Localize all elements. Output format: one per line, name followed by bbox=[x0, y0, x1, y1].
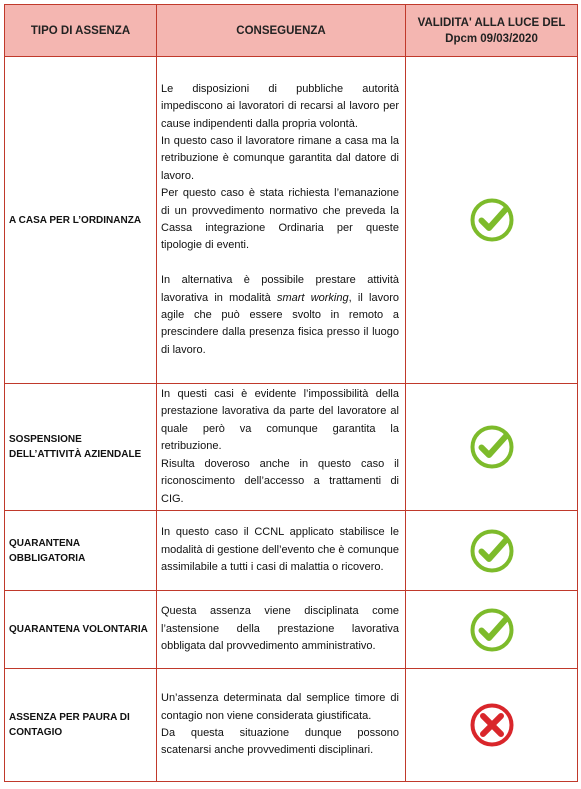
absence-type bbox=[5, 591, 157, 669]
absence-type-line: ASSENZA PER PAURA DI bbox=[9, 712, 130, 723]
consequence bbox=[157, 669, 406, 782]
table-row bbox=[5, 669, 578, 782]
validity-cell bbox=[406, 591, 578, 669]
consequence-paragraph: Per questo caso è stata richiesta l’emanazione di un provvedimento normativo che preveda la Cassa integrazione Ordinaria per queste tipologie di eventi. bbox=[161, 187, 399, 252]
absence-type-line: SOSPENSIONE bbox=[9, 434, 82, 445]
header-row bbox=[5, 5, 578, 57]
header-conseguenza: CONSEGUENZA bbox=[157, 5, 406, 57]
absence-type-line: DELL’ATTIVITÀ AZIENDALE bbox=[9, 449, 142, 460]
consequence-paragraph: In questi casi è evidente l’impossibilità della prestazione lavorativa da parte del lavoratore al quale però va comunque garantita la retribuzione. bbox=[161, 388, 399, 453]
validity-cell bbox=[406, 57, 578, 384]
consequence-text: , il lavoro agile che può essere svolto in remoto a prescindere dalla presenza fisica presso il luogo di lavoro. bbox=[161, 291, 399, 356]
header-validita-line2: Dpcm 09/03/2020 bbox=[445, 32, 538, 45]
consequence-paragraph bbox=[161, 272, 399, 359]
table-row bbox=[5, 57, 578, 384]
absence-type bbox=[5, 669, 157, 782]
validity-cell bbox=[406, 669, 578, 782]
consequence-paragraph: In questo caso il CCNL applicato stabilisce le modalità di gestione dell’evento che è comunque assimilabile a tutti i casi di malattia o ricovero. bbox=[161, 526, 399, 574]
check-circle-icon bbox=[469, 607, 515, 653]
consequence-paragraph: In questo caso il lavoratore rimane a casa ma la retribuzione è comunque garantita dal datore di lavoro. bbox=[161, 134, 399, 182]
absence-type bbox=[5, 384, 157, 511]
absence-type-line: QUARANTENA VOLONTARIA bbox=[9, 624, 148, 635]
consequence bbox=[157, 591, 406, 669]
check-circle-icon bbox=[469, 528, 515, 574]
table-row bbox=[5, 384, 578, 511]
absence-type bbox=[5, 511, 157, 591]
header-tipo: TIPO DI ASSENZA bbox=[5, 5, 157, 57]
consequence-paragraph: Un’assenza determinata dal semplice timore di contagio non viene considerata giustificata. bbox=[161, 692, 399, 722]
table-row bbox=[5, 511, 578, 591]
consequence bbox=[157, 57, 406, 384]
absence-type-line: OBBLIGATORIA bbox=[9, 552, 86, 564]
consequence-paragraph: Risulta doveroso anche in questo caso il riconoscimento dell’accesso a trattamenti di CIG. bbox=[161, 457, 399, 505]
check-circle-icon bbox=[469, 197, 515, 243]
consequence-paragraph: Questa assenza viene disciplinata come l’astensione della prestazione lavorativa obbligata dal provvedimento amministrativo. bbox=[161, 605, 399, 653]
check-circle-icon bbox=[469, 424, 515, 470]
absence-type-line: CONTAGIO bbox=[9, 727, 63, 738]
consequence-paragraph: Le disposizioni di pubbliche autorità impediscono ai lavoratori di recarsi al lavoro per cause indipendenti dalla propria volontà. bbox=[161, 82, 399, 130]
validity-cell bbox=[406, 384, 578, 511]
cross-circle-icon bbox=[469, 702, 515, 748]
consequence bbox=[157, 384, 406, 511]
validity-cell bbox=[406, 511, 578, 591]
absence-type-line: A CASA PER L’ORDINANZA bbox=[9, 214, 142, 226]
header-validita bbox=[406, 5, 578, 57]
table-row bbox=[5, 591, 578, 669]
consequence-emphasis: smart working bbox=[276, 291, 349, 304]
consequence-text: In alternativa è possibile prestare attività lavorativa in modalità bbox=[161, 274, 399, 304]
header-validita-line1: VALIDITA' ALLA LUCE DEL bbox=[417, 16, 566, 29]
absence-type-line: QUARANTENA bbox=[9, 537, 81, 549]
consequence bbox=[157, 511, 406, 591]
absence-type bbox=[5, 57, 157, 384]
absence-table bbox=[4, 4, 578, 782]
consequence-paragraph: Da questa situazione dunque possono scatenarsi anche provvedimenti disciplinari. bbox=[161, 727, 399, 757]
